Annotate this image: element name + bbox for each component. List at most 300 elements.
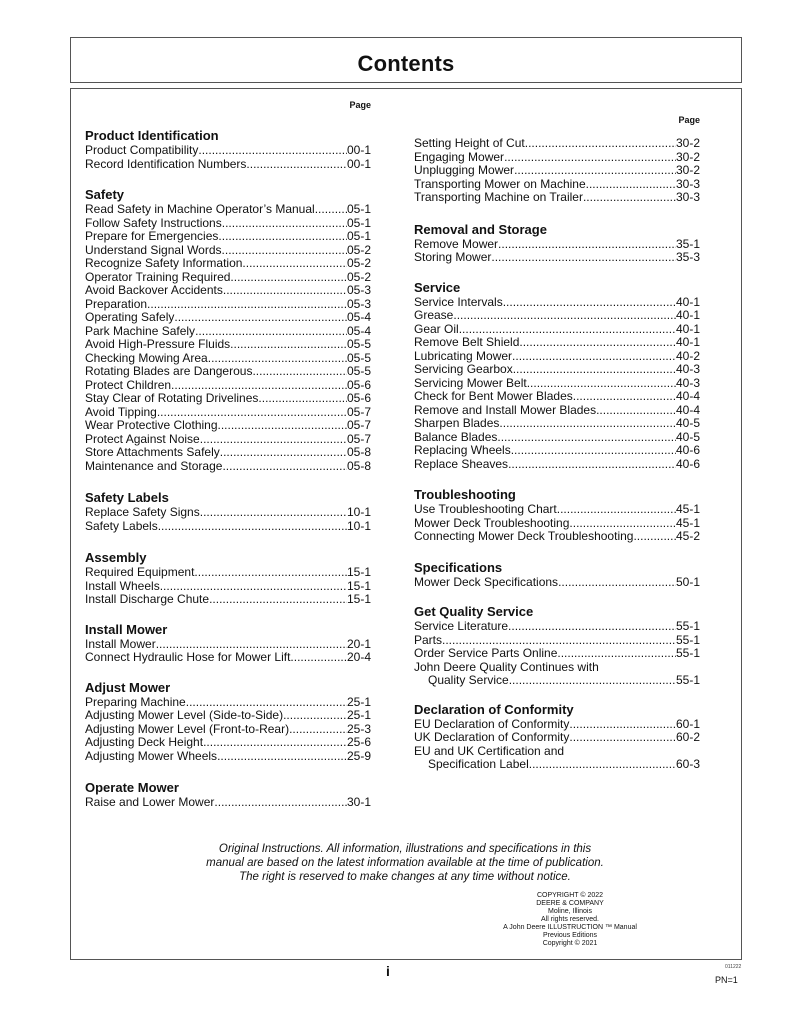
toc-entry-page: 55-1 bbox=[675, 619, 700, 633]
toc-entry-title: Transporting Mower on Machine bbox=[414, 176, 586, 191]
dot-leader bbox=[525, 137, 676, 151]
dot-leader bbox=[230, 338, 347, 352]
toc-entry-page: 40-6 bbox=[675, 456, 700, 471]
toc-entry-page: 25-3 bbox=[346, 721, 371, 736]
toc-entry[interactable] bbox=[85, 284, 371, 298]
toc-entry[interactable] bbox=[85, 723, 371, 737]
toc-entry-page: 40-4 bbox=[675, 402, 700, 417]
dot-leader bbox=[222, 217, 347, 231]
dot-leader bbox=[499, 417, 676, 431]
section-title: Adjust Mower bbox=[85, 679, 171, 695]
toc-entry[interactable] bbox=[414, 404, 700, 418]
toc-entry-page: 25-1 bbox=[346, 694, 371, 709]
toc-section bbox=[85, 780, 371, 810]
copyright-line: Previous Editions bbox=[542, 932, 598, 939]
toc-entry[interactable] bbox=[85, 406, 371, 420]
toc-entry-title: Mower Deck Troubleshooting bbox=[414, 515, 570, 530]
toc-entry-title: Grease bbox=[414, 308, 454, 322]
toc-entry-title: Product Compatibility bbox=[85, 143, 199, 157]
dot-leader bbox=[246, 158, 347, 172]
toc-entry-page: 05-4 bbox=[346, 323, 371, 338]
toc-entry-title: Adjusting Mower Level (Front-to-Rear) bbox=[85, 721, 290, 736]
toc-section bbox=[85, 490, 371, 533]
dot-leader bbox=[200, 433, 347, 447]
toc-entry-page: 30-2 bbox=[675, 136, 700, 150]
toc-entry[interactable] bbox=[414, 634, 700, 648]
toc-entry[interactable] bbox=[414, 661, 700, 675]
toc-section bbox=[85, 622, 371, 665]
toc-entry[interactable] bbox=[414, 323, 700, 337]
copyright-line: Moline, Illinois bbox=[548, 908, 592, 915]
dot-leader bbox=[573, 390, 676, 404]
toc-entry-title: Servicing Mower Belt bbox=[414, 375, 527, 390]
toc-entry-page: 05-4 bbox=[346, 310, 371, 324]
toc-entry[interactable] bbox=[414, 296, 700, 310]
toc-entry[interactable] bbox=[85, 244, 371, 258]
toc-entry[interactable] bbox=[85, 433, 371, 447]
toc-entry-page: 40-5 bbox=[675, 416, 700, 430]
toc-entry-page: 40-2 bbox=[675, 348, 700, 363]
dot-leader bbox=[230, 271, 347, 285]
dot-leader bbox=[283, 709, 347, 723]
toc-entry-title: Preparing Machine bbox=[85, 694, 186, 709]
toc-entry[interactable] bbox=[85, 520, 371, 534]
dot-leader bbox=[157, 406, 347, 420]
toc-section bbox=[414, 280, 700, 472]
section-title: Operate Mower bbox=[85, 780, 179, 795]
toc-entry-page: 05-6 bbox=[346, 391, 371, 405]
toc-entry-title: Setting Height of Cut bbox=[414, 136, 525, 150]
toc-entry-title: UK Declaration of Conformity bbox=[414, 730, 570, 744]
copyright-line: Copyright © 2021 bbox=[542, 940, 598, 947]
toc-entry[interactable] bbox=[85, 651, 371, 665]
toc-entry[interactable] bbox=[414, 647, 700, 661]
dot-leader bbox=[498, 238, 676, 252]
dot-leader bbox=[222, 244, 347, 258]
toc-entry-page: 50-1 bbox=[675, 574, 700, 589]
toc-entry-title: Install Discharge Chute bbox=[85, 592, 210, 606]
toc-entry-title: Servicing Gearbox bbox=[414, 362, 513, 376]
toc-entry-page: 30-3 bbox=[675, 176, 700, 191]
section-title: Safety bbox=[85, 187, 125, 202]
toc-entry-page: 10-1 bbox=[346, 505, 371, 519]
dot-leader bbox=[315, 203, 347, 217]
dot-leader bbox=[174, 311, 347, 325]
toc-entry-page: 55-1 bbox=[675, 646, 700, 660]
toc-entry-page: 05-2 bbox=[346, 242, 371, 257]
toc-entry[interactable] bbox=[414, 417, 700, 431]
dot-leader bbox=[214, 796, 347, 810]
toc-entry[interactable] bbox=[85, 230, 371, 244]
toc-entry-title: Checking Mowing Area bbox=[85, 350, 208, 365]
section-title: Safety Labels bbox=[85, 490, 169, 505]
toc-entry-page: 55-1 bbox=[675, 632, 700, 647]
toc-entry-page: 10-1 bbox=[346, 518, 371, 533]
dot-leader bbox=[158, 520, 347, 534]
toc-entry[interactable] bbox=[85, 271, 371, 285]
notice-line: The right is reserved to make changes at any time without notice. bbox=[239, 871, 571, 883]
notice-line: Original Instructions. All information, illustrations and specifications in this bbox=[218, 843, 592, 855]
toc-entry-page: 05-3 bbox=[346, 283, 371, 297]
dot-leader bbox=[222, 460, 347, 474]
toc-entry-title: Avoid High-Pressure Fluids bbox=[85, 337, 231, 351]
toc-entry-page: 40-5 bbox=[675, 429, 700, 444]
toc-entry-page: 40-1 bbox=[675, 294, 700, 309]
toc-entry[interactable] bbox=[414, 503, 700, 517]
section-title: Service bbox=[414, 279, 461, 295]
toc-entry-title: Mower Deck Specifications bbox=[414, 574, 559, 589]
toc-entry[interactable] bbox=[414, 431, 700, 445]
toc-entry[interactable] bbox=[414, 390, 700, 404]
toc-entry-page: 00-1 bbox=[346, 156, 371, 171]
toc-entry-page: 05-2 bbox=[346, 256, 371, 270]
toc-entry-page: 30-1 bbox=[346, 795, 371, 809]
dot-leader bbox=[504, 151, 676, 165]
toc-entry-page: 25-9 bbox=[346, 748, 371, 763]
toc-entry-page: 15-1 bbox=[346, 578, 371, 593]
toc-entry[interactable] bbox=[414, 517, 700, 531]
page-title: Contents bbox=[357, 51, 455, 76]
dot-leader bbox=[442, 634, 676, 648]
title-box bbox=[70, 37, 742, 83]
dot-leader bbox=[513, 363, 676, 377]
toc-entry[interactable] bbox=[414, 530, 700, 544]
toc-entry-title: Sharpen Blades bbox=[414, 416, 500, 430]
toc-entry-page: 60-3 bbox=[675, 757, 700, 771]
section-title: Assembly bbox=[85, 550, 147, 565]
toc-entry-page: 25-1 bbox=[346, 708, 371, 722]
dot-leader bbox=[512, 350, 676, 364]
toc-entry-page: 05-6 bbox=[346, 377, 371, 392]
page-number: i bbox=[386, 963, 390, 979]
copyright-line: DEERE & COMPANY bbox=[536, 900, 604, 907]
toc-entry[interactable] bbox=[414, 620, 700, 634]
toc-entry[interactable] bbox=[414, 576, 700, 590]
dot-leader bbox=[252, 365, 347, 379]
toc-entry-title: Raise and Lower Mower bbox=[85, 795, 215, 809]
toc-entry[interactable] bbox=[414, 137, 700, 151]
toc-entry-page: 05-5 bbox=[346, 364, 371, 378]
toc-entry-page: 40-4 bbox=[675, 389, 700, 403]
toc-entry-title: Adjusting Mower Level (Side-to-Side) bbox=[85, 708, 284, 722]
toc-entry[interactable] bbox=[85, 217, 371, 231]
toc-entry-title: Protect Children bbox=[85, 377, 172, 392]
toc-entry[interactable] bbox=[414, 251, 700, 265]
toc-entry-title: Unplugging Mower bbox=[414, 163, 515, 177]
toc-entry-title: Operator Training Required bbox=[85, 269, 231, 284]
dot-leader bbox=[514, 164, 676, 178]
toc-entry-title: Protect Against Noise bbox=[85, 431, 200, 446]
toc-entry-title: Maintenance and Storage bbox=[85, 458, 223, 473]
dot-leader bbox=[217, 750, 347, 764]
toc-entry-page: 20-4 bbox=[346, 650, 371, 664]
dot-leader bbox=[497, 431, 676, 445]
toc-entry-title: Order Service Parts Online bbox=[414, 646, 558, 660]
dot-leader bbox=[569, 718, 676, 732]
document-code: 011222 bbox=[725, 964, 742, 970]
toc-entry-title: Check for Bent Mower Blades bbox=[414, 389, 573, 403]
toc-entry[interactable] bbox=[85, 460, 371, 474]
dot-leader bbox=[519, 336, 676, 350]
toc-entry-title: Prepare for Emergencies bbox=[85, 229, 219, 243]
toc-entry-title: Install Wheels bbox=[85, 578, 160, 593]
toc-entry-page: 40-1 bbox=[675, 308, 700, 322]
toc-entry[interactable] bbox=[85, 311, 371, 325]
toc-entry-page: 35-3 bbox=[675, 250, 700, 264]
toc-entry[interactable] bbox=[85, 158, 371, 172]
dot-leader bbox=[508, 620, 676, 634]
toc-entry-title: Preparation bbox=[85, 296, 148, 311]
dot-leader bbox=[198, 144, 347, 158]
notice-line: manual are based on the latest information available at the time of publication. bbox=[206, 857, 604, 869]
toc-entry-title: John Deere Quality Continues with bbox=[414, 659, 599, 674]
toc-entry[interactable] bbox=[85, 338, 371, 352]
section-title: Troubleshooting bbox=[414, 487, 516, 502]
toc-entry[interactable] bbox=[85, 796, 371, 810]
toc-entry-title: Remove Mower bbox=[414, 236, 499, 251]
toc-entry[interactable] bbox=[414, 674, 700, 688]
toc-entry-title: Stay Clear of Rotating Drivelines bbox=[85, 391, 259, 405]
toc-entry[interactable] bbox=[85, 566, 371, 580]
dot-leader bbox=[557, 503, 676, 517]
toc-entry-title: Lubricating Mower bbox=[414, 348, 513, 363]
toc-section bbox=[85, 128, 371, 171]
toc-entry-page: 45-2 bbox=[675, 529, 700, 543]
toc-entry-page: 05-5 bbox=[346, 337, 371, 351]
dot-leader bbox=[160, 580, 347, 594]
toc-entry[interactable] bbox=[85, 506, 371, 520]
toc-entry-page: 45-1 bbox=[675, 502, 700, 516]
toc-section bbox=[414, 137, 700, 205]
toc-entry-title: Wear Protective Clothing bbox=[85, 418, 218, 432]
dot-leader bbox=[569, 517, 676, 531]
dot-leader bbox=[558, 576, 676, 590]
toc-entry[interactable] bbox=[414, 458, 700, 472]
toc-entry[interactable] bbox=[414, 309, 700, 323]
dot-leader bbox=[220, 446, 347, 460]
toc-entry-page: 05-1 bbox=[346, 215, 371, 230]
dot-leader bbox=[156, 638, 347, 652]
toc-entry-title: Replace Sheaves bbox=[414, 456, 509, 471]
dot-leader bbox=[503, 296, 676, 310]
section-title: Specifications bbox=[414, 559, 503, 575]
toc-entry-title: Follow Safety Instructions bbox=[85, 215, 222, 230]
toc-entry[interactable] bbox=[85, 593, 371, 607]
toc-entry-title: Use Troubleshooting Chart bbox=[414, 502, 557, 516]
toc-entry-title: Adjusting Deck Height bbox=[85, 735, 204, 749]
toc-entry-title: Specification Label bbox=[428, 757, 529, 771]
toc-entry[interactable] bbox=[414, 718, 700, 732]
toc-entry-title: Parts bbox=[414, 632, 443, 647]
dot-leader bbox=[529, 758, 676, 772]
dot-leader bbox=[491, 251, 676, 265]
page-column-label: Page bbox=[349, 100, 371, 110]
toc-entry[interactable] bbox=[85, 696, 371, 710]
dot-leader bbox=[511, 444, 676, 458]
toc-entry[interactable] bbox=[85, 379, 371, 393]
toc-entry-page: 05-1 bbox=[346, 229, 371, 243]
toc-entry-page: 60-2 bbox=[675, 730, 700, 744]
toc-section bbox=[85, 680, 371, 764]
dot-leader bbox=[289, 723, 347, 737]
toc-entry-page: 40-1 bbox=[675, 335, 700, 349]
dot-leader bbox=[508, 458, 676, 472]
toc-entry-title: Service Intervals bbox=[414, 294, 503, 309]
dot-leader bbox=[171, 379, 347, 393]
toc-entry-page: 40-6 bbox=[675, 443, 700, 457]
toc-entry-title: Balance Blades bbox=[414, 429, 498, 444]
toc-entry-title: Quality Service bbox=[428, 673, 509, 687]
toc-entry-page: 05-7 bbox=[346, 418, 371, 432]
toc-section bbox=[414, 487, 700, 544]
toc-entry[interactable] bbox=[85, 298, 371, 312]
toc-entry-title: Gear Oil bbox=[414, 321, 459, 336]
dot-leader bbox=[223, 284, 347, 298]
toc-entry[interactable] bbox=[414, 238, 700, 252]
toc-entry[interactable] bbox=[85, 709, 371, 723]
toc-entry[interactable] bbox=[85, 352, 371, 366]
toc-entry[interactable] bbox=[85, 580, 371, 594]
dot-leader bbox=[218, 230, 347, 244]
dot-leader bbox=[218, 419, 347, 433]
toc-entry-title: Avoid Tipping bbox=[85, 404, 157, 419]
toc-entry-title: EU and UK Certification and bbox=[414, 743, 565, 758]
section-title: Declaration of Conformity bbox=[414, 701, 574, 717]
toc-entry[interactable] bbox=[414, 745, 700, 759]
contents-left-column bbox=[85, 100, 371, 810]
toc-section bbox=[414, 560, 700, 590]
toc-entry-page: 05-2 bbox=[346, 269, 371, 284]
toc-entry-title: Storing Mower bbox=[414, 250, 492, 264]
toc-entry-page: 00-1 bbox=[346, 143, 371, 157]
toc-entry-title: Transporting Machine on Trailer bbox=[414, 190, 583, 204]
section-title: Get Quality Service bbox=[414, 604, 534, 619]
contents-right-column bbox=[414, 115, 700, 772]
dot-leader bbox=[569, 731, 676, 745]
copyright-block bbox=[470, 892, 670, 948]
toc-entry[interactable] bbox=[414, 758, 700, 772]
toc-entry[interactable] bbox=[85, 257, 371, 271]
toc-entry-title: Service Literature bbox=[414, 619, 509, 633]
toc-entry[interactable] bbox=[85, 638, 371, 652]
toc-entry[interactable] bbox=[85, 325, 371, 339]
toc-entry-page: 55-1 bbox=[675, 673, 700, 687]
toc-section bbox=[85, 187, 371, 473]
toc-entry[interactable] bbox=[85, 144, 371, 158]
dot-leader bbox=[453, 309, 676, 323]
toc-entry[interactable] bbox=[85, 446, 371, 460]
toc-entry-page: 05-7 bbox=[346, 431, 371, 446]
toc-entry[interactable] bbox=[414, 350, 700, 364]
section-title: Install Mower bbox=[85, 621, 168, 637]
toc-entry-title: Park Machine Safely bbox=[85, 323, 196, 338]
toc-entry[interactable] bbox=[85, 203, 371, 217]
dot-leader bbox=[209, 593, 347, 607]
toc-entry-title: Store Attachments Safely bbox=[85, 445, 220, 459]
dot-leader bbox=[186, 696, 347, 710]
toc-section bbox=[414, 604, 700, 688]
dot-leader bbox=[583, 191, 676, 205]
dot-leader bbox=[596, 404, 676, 418]
toc-entry-page: 05-7 bbox=[346, 404, 371, 419]
toc-entry-page: 05-3 bbox=[346, 296, 371, 311]
toc-entry-title: Safety Labels bbox=[85, 518, 158, 533]
toc-entry-page: 40-3 bbox=[675, 375, 700, 390]
toc-entry-page: 30-2 bbox=[675, 149, 700, 164]
toc-entry-title: Remove Belt Shield bbox=[414, 335, 520, 349]
toc-entry[interactable] bbox=[414, 336, 700, 350]
toc-entry-title: Connecting Mower Deck Troubleshooting bbox=[414, 529, 634, 543]
dot-leader bbox=[459, 323, 676, 337]
section-title: Removal and Storage bbox=[414, 221, 547, 237]
toc-entry[interactable] bbox=[85, 750, 371, 764]
toc-section bbox=[414, 222, 700, 265]
toc-entry-page: 40-1 bbox=[675, 321, 700, 336]
dot-leader bbox=[509, 674, 676, 688]
toc-entry-title: EU Declaration of Conformity bbox=[414, 716, 570, 731]
toc-entry[interactable] bbox=[85, 365, 371, 379]
toc-entry-title: Operating Safely bbox=[85, 310, 175, 324]
toc-section bbox=[85, 550, 371, 607]
dot-leader bbox=[633, 530, 676, 544]
toc-entry[interactable] bbox=[414, 363, 700, 377]
dot-leader bbox=[200, 506, 347, 520]
toc-entry[interactable] bbox=[414, 444, 700, 458]
toc-entry-page: 05-5 bbox=[346, 350, 371, 365]
toc-entry-title: Remove and Install Mower Blades bbox=[414, 402, 597, 417]
dot-leader bbox=[557, 647, 676, 661]
dot-leader bbox=[208, 352, 347, 366]
toc-entry-title: Replacing Wheels bbox=[414, 443, 511, 457]
toc-entry-title: Understand Signal Words bbox=[85, 242, 222, 257]
toc-entry[interactable] bbox=[414, 178, 700, 192]
toc-entry-page: 15-1 bbox=[346, 565, 371, 579]
toc-entry-page: 25-6 bbox=[346, 735, 371, 749]
toc-entry[interactable] bbox=[85, 392, 371, 406]
copyright-line: All rights reserved. bbox=[541, 916, 599, 923]
dot-leader bbox=[242, 257, 347, 271]
pn-label: PN=1 bbox=[715, 975, 738, 985]
toc-entry-page: 40-3 bbox=[675, 362, 700, 376]
toc-entry-page: 05-8 bbox=[346, 445, 371, 459]
toc-entry[interactable] bbox=[414, 191, 700, 205]
toc-entry[interactable] bbox=[85, 419, 371, 433]
toc-entry[interactable] bbox=[85, 736, 371, 750]
toc-entry-title: Avoid Backover Accidents bbox=[85, 283, 223, 297]
toc-entry-page: 05-8 bbox=[346, 458, 371, 473]
toc-entry-title: Adjusting Mower Wheels bbox=[85, 748, 218, 763]
dot-leader bbox=[527, 377, 676, 391]
toc-entry-page: 20-1 bbox=[346, 636, 371, 651]
toc-entry[interactable] bbox=[414, 377, 700, 391]
toc-entry-page: 30-2 bbox=[675, 163, 700, 177]
toc-entry[interactable] bbox=[414, 731, 700, 745]
toc-entry-page: 60-1 bbox=[675, 716, 700, 731]
toc-entry-page: 05-1 bbox=[346, 202, 371, 216]
copyright-line: COPYRIGHT © 2022 bbox=[536, 892, 604, 899]
toc-entry-title: Recognize Safety Information bbox=[85, 256, 243, 270]
toc-entry[interactable] bbox=[414, 151, 700, 165]
toc-entry-page: 35-1 bbox=[675, 236, 700, 251]
dot-leader bbox=[147, 298, 347, 312]
original-instructions-notice bbox=[70, 842, 740, 884]
dot-leader bbox=[203, 736, 347, 750]
dot-leader bbox=[290, 651, 347, 665]
dot-leader bbox=[258, 392, 347, 406]
toc-entry-title: Read Safety in Machine Operator’s Manual bbox=[85, 202, 315, 216]
toc-entry-title: Engaging Mower bbox=[414, 149, 505, 164]
toc-entry[interactable] bbox=[414, 164, 700, 178]
